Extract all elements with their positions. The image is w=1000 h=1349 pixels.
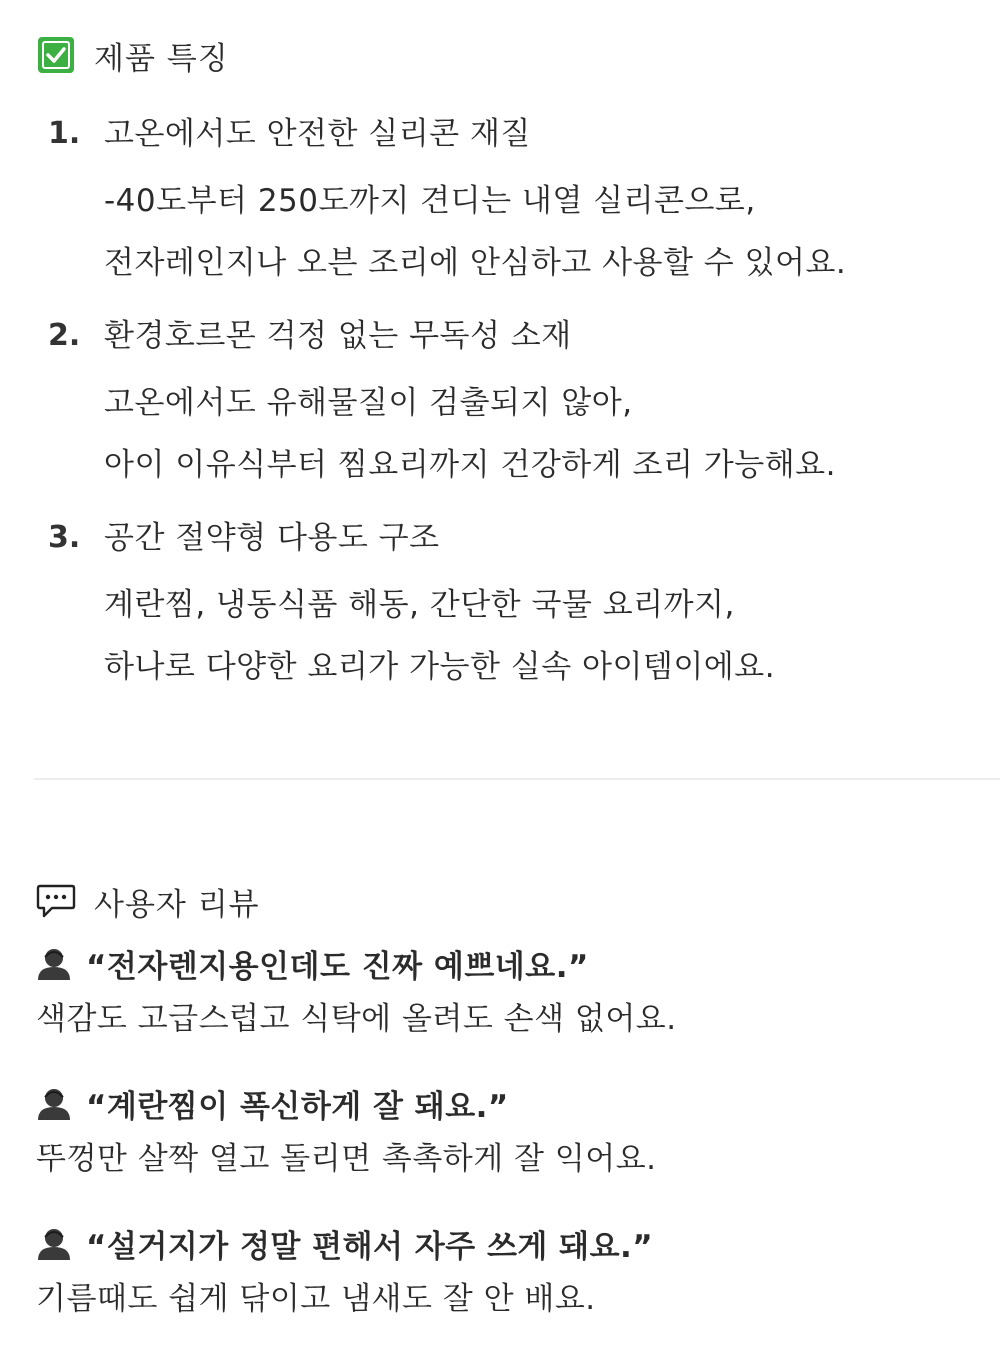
feature-description-line: 전자레인지나 오븐 조리에 안심하고 사용할 수 있어요. [104,245,847,281]
review-item [36,936,986,1048]
feature-body [104,512,994,698]
features-heading [38,34,229,76]
review-quote: “계란찜이 폭신하게 잘 돼요.” [86,1088,509,1125]
feature-description-line: 계란찜, 냉동식품 해동, 간단한 국물 요리까지, [104,587,735,623]
feature-title: 공간 절약형 다용도 구조 [104,520,440,556]
speech-bubble-icon [36,882,76,920]
review-quote-row [36,1216,986,1270]
features-heading-text: 제품 특징 [94,40,229,77]
review-quote: “전자렌지용인데도 진짜 예쁘네요.” [86,948,589,985]
reviews-heading-text: 사용자 리뷰 [94,886,260,923]
person-icon [36,1225,72,1261]
feature-description-line: 하나로 다양한 요리가 가능한 실속 아이템이에요. [104,649,776,685]
reviews-heading [36,878,260,924]
feature-description-line: 고온에서도 유해물질이 검출되지 않아, [104,385,633,421]
review-body: 색감도 고급스럽고 식탁에 올려도 손색 없어요. [36,1001,677,1037]
person-icon [36,945,72,981]
feature-body [104,310,994,496]
feature-number: 1. [48,116,81,151]
feature-description-line: -40도부터 250도까지 견디는 내열 실리콘으로, [104,183,756,219]
review-item [36,1216,986,1328]
review-quote-row [36,936,986,990]
section-divider [34,778,1000,780]
review-body: 뚜껑만 살짝 열고 돌리면 촉촉하게 잘 익어요. [36,1141,657,1177]
feature-title: 고온에서도 안전한 실리콘 재질 [104,116,531,152]
review-body: 기름때도 쉽게 닦이고 냄새도 잘 안 배요. [36,1281,596,1317]
feature-body [104,108,994,294]
feature-description-line: 아이 이유식부터 찜요리까지 건강하게 조리 가능해요. [104,447,836,483]
feature-number: 2. [48,318,81,353]
review-quote: “설거지가 정말 편해서 자주 쓰게 돼요.” [86,1228,654,1265]
person-icon [36,1085,72,1121]
feature-number: 3. [48,520,81,555]
check-mark-icon [38,37,74,73]
review-item [36,1076,986,1188]
review-quote-row [36,1076,986,1130]
feature-title: 환경호르몬 걱정 없는 무독성 소재 [104,318,572,354]
